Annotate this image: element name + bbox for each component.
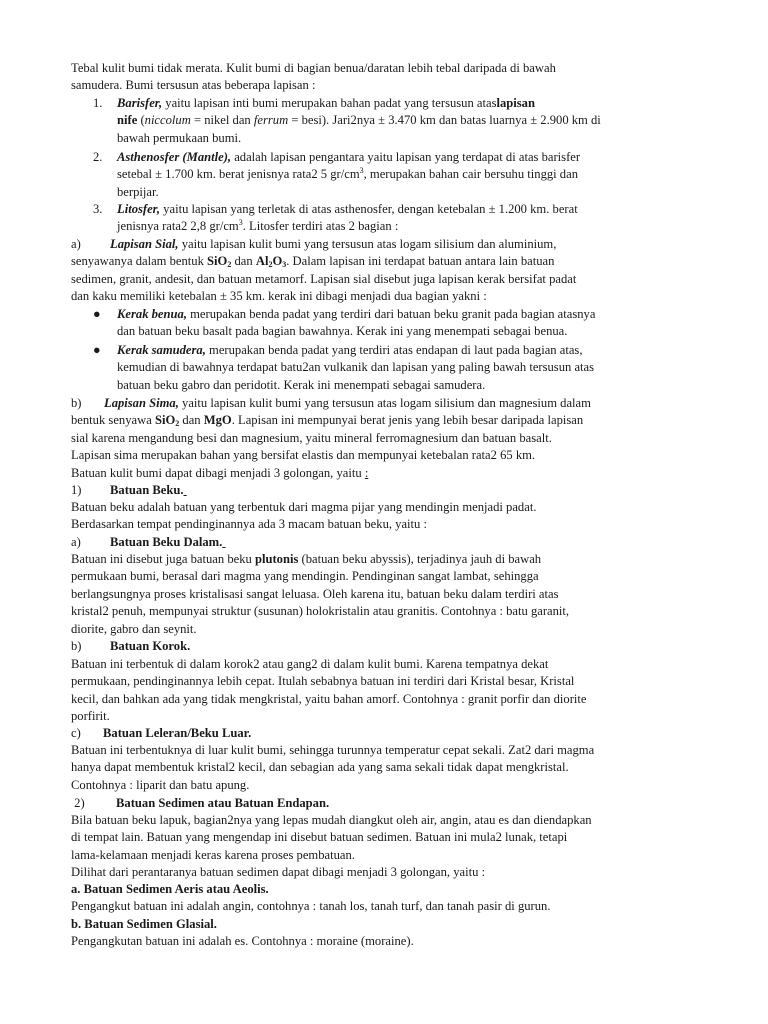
bullet-title: Kerak benua,: [117, 307, 187, 321]
section-line: dan kaku memiliki ketebalan ± 35 km. kerak ini dibagi menjadi dua bagian yakni :: [71, 289, 487, 304]
section-line: Lapisan Sial, yaitu lapisan kulit bumi yang tersusun atas logam silisium dan aluminium,: [110, 237, 557, 251]
section-label: c): [71, 726, 81, 740]
section-title: Batuan Leleran/Beku Luar.: [103, 726, 252, 740]
layer-title: Barisfer,: [117, 96, 163, 110]
section-title: a. Batuan Sedimen Aeris atau Aeolis.: [71, 882, 269, 896]
layer-line: jenisnya rata2 2,8 $gr/cm^3$. Litosfer terdiri atas 2 bagian :: [117, 218, 399, 234]
layer-title: Litosfer,: [117, 202, 161, 216]
section-line: kristal2 penuh, mempunyai struktur (susunan) holokristalin atau granitis. Contohnya : batu garanit,: [71, 604, 570, 619]
section-line: bentuk senyawa SiO$_2$ dan MgO. Lapisan ini mempunyai berat jenis yang lebih besar daripada lapisan: [71, 413, 584, 429]
section-title: Batuan Korok.: [110, 639, 191, 653]
section-title: Lapisan Sial,: [110, 237, 179, 251]
bullet-line: batuan beku gabro dan peridotit. Kerak ini menempati sebagai samudera.: [117, 377, 486, 392]
bullet-icon: ●: [93, 343, 101, 357]
layer-line: Barisfer, yaitu lapisan inti bumi merupakan bahan padat yang tersusun ataslapisan: [117, 96, 535, 110]
section-line: hanya dapat membentuk kristal2 kecil, dan sebagian ada yang sama sekali tidak dapat mengkristal.: [71, 760, 569, 775]
section-line: permukaan bumi, berasal dari magma yang mendingin. Pendinginan sangat lambat, sehingga: [71, 569, 539, 584]
bullet-title: Kerak samudera,: [117, 343, 206, 357]
section-line: Berdasarkan tempat pendinginannya ada 3 macam batuan beku, yaitu :: [71, 517, 427, 532]
bullet-line: kemudian di bawahnya terdapat batu2an vulkanik dan lapisan yang paling bawah tersusun atas: [117, 360, 595, 375]
layer-line: Asthenosfer (Mantle), adalah lapisan pengantara yaitu lapisan yang terdapat di atas barisfer: [117, 150, 581, 164]
section-title: b. Batuan Sedimen Glasial.: [71, 917, 217, 931]
section-line: diorite, gabro dan seynit.: [71, 621, 197, 636]
section-title: Lapisan Sima,: [104, 396, 179, 410]
section-label: b): [71, 639, 82, 653]
section-title: Batuan Sedimen atau Batuan Endapan.: [116, 796, 330, 810]
section-line: Lapisan Sima, yaitu lapisan kulit bumi yang tersusun atas logam silisium dan magnesium dalam: [104, 396, 591, 410]
section-line: senyawanya dalam bentuk SiO$_2$ dan $Al_2O_3$. Dalam lapisan ini terdapat batuan antara lain batuan: [71, 254, 555, 270]
rocks-intro: Batuan kulit bumi dapat dibagi menjadi 3 golongan, yaitu :: [71, 466, 369, 480]
section-line: Batuan beku adalah batuan yang terbentuk dari magma pijar yang mendingin menjadi padat.: [71, 500, 537, 514]
section-line: Batuan ini disebut juga batuan beku plutonis (batuan beku abyssis), terjadinya jauh di bawah: [71, 552, 542, 566]
section-line: Contohnya : liparit dan batu apung.: [71, 777, 250, 792]
layer-title: Asthenosfer (Mantle),: [117, 150, 232, 164]
section-title: Batuan Beku.: [110, 483, 184, 497]
intro-paragraph: [71, 60, 711, 95]
section-sedimen-aeris: [71, 881, 711, 916]
bullet-line: Kerak samudera, merupakan benda padat yang terdiri atas endapan di laut pada bagian atas,: [117, 343, 583, 357]
section-label: a): [71, 237, 81, 251]
section-line: permukaan, pendinginannya lebih cepat. Itulah sebabnya batuan ini terdiri dari Kristal besar, Kristal: [71, 674, 575, 689]
layer-line: Litosfer, yaitu lapisan yang terletak di atas asthenosfer, dengan ketebalan ± 1.200 km. berat: [117, 202, 578, 216]
layer-line: bawah permukaan bumi.: [117, 130, 242, 145]
layer-line: berpijar.: [117, 184, 159, 199]
section-line: Pengangkut batuan ini adalah angin, contohnya : tanah los, tanah turf, dan tanah pasir di gurun.: [71, 899, 551, 914]
section-line: Lapisan sima merupakan bahan yang bersifat elastis dan mempunyai ketebalan rata2 65 km.: [71, 448, 536, 463]
section-line: lama-kelamaan menjadi keras karena proses pembatuan.: [71, 847, 355, 862]
section-line: Bila batuan beku lapuk, bagian2nya yang lepas mudah diangkut oleh air, angin, atau es dan diendapkan: [71, 813, 592, 827]
section-line: kecil, dan bahkan ada yang tidak mengkristal, yaitu bahan amorf. Contohnya : granit porfir dan diorite: [71, 691, 587, 706]
bullet-line: Kerak benua, merupakan benda padat yang terdiri dari batuan beku granit pada bagian atasnya: [117, 307, 596, 321]
layer-line: setebal ± 1.700 km. berat jenisnya rata2 5 $gr/cm^3$, merupakan bahan cair bersuhu tinggi dan: [117, 166, 578, 182]
section-line: sial karena mengandung besi dan magnesium, yaitu mineral ferromagnesium dan batuan basalt.: [71, 430, 552, 445]
layer-number: 1.: [93, 96, 103, 110]
layer-line: nife (niccolum = nikel dan ferrum = besi). Jari2nya ± 3.470 km dan batas luarnya ± 2.900 km di: [117, 113, 601, 128]
section-title: Batuan Beku Dalam.: [110, 535, 223, 549]
section-line: berlangsungnya proses kristalisasi sangat leluasa. Oleh karena itu, batuan beku dalam terdiri atas: [71, 586, 559, 601]
section-label: b): [71, 396, 82, 410]
section-line: di tempat lain. Batuan yang mengendap ini disebut batuan sedimen. Batuan ini mula2 lunak, tetapi: [71, 830, 568, 845]
section-line: Batuan ini terbentuknya di luar kulit bumi, sehingga turunnya temperatur cepat sekali. Zat2 dari magma: [71, 743, 595, 757]
layer-number: 3.: [93, 202, 103, 216]
section-line: Pengangkutan batuan ini adalah es. Contohnya : moraine (moraine).: [71, 934, 414, 949]
section-line: porfirit.: [71, 709, 110, 724]
section-line: Batuan ini terbentuk di dalam korok2 atau gang2 di dalam kulit bumi. Karena tempatnya dekat: [71, 657, 549, 671]
intro-line-1: Tebal kulit bumi tidak merata. Kulit bumi di bagian benua/daratan lebih tebal daripada di bawah: [71, 61, 556, 75]
bullet-icon: ●: [93, 307, 101, 321]
section-label: a): [71, 535, 81, 549]
section-sedimen-glasial: [71, 916, 711, 951]
layer-number: 2.: [93, 150, 103, 164]
bullet-line: dan batuan beku basalt pada bagian bawahnya. Kerak ini yang menempati sebagai benua.: [117, 324, 568, 339]
intro-line-2: samudera. Bumi tersusun atas beberapa lapisan :: [71, 78, 316, 93]
section-line: Dilihat dari perantaranya batuan sedimen dapat dibagi menjadi 3 golongan, yaitu :: [71, 865, 486, 880]
section-line: sedimen, granit, andesit, dan batuan metamorf. Lapisan sial disebut juga lapisan kerak bersifat padat: [71, 271, 577, 286]
section-label: 1): [71, 483, 82, 497]
section-label: 2): [71, 796, 85, 810]
